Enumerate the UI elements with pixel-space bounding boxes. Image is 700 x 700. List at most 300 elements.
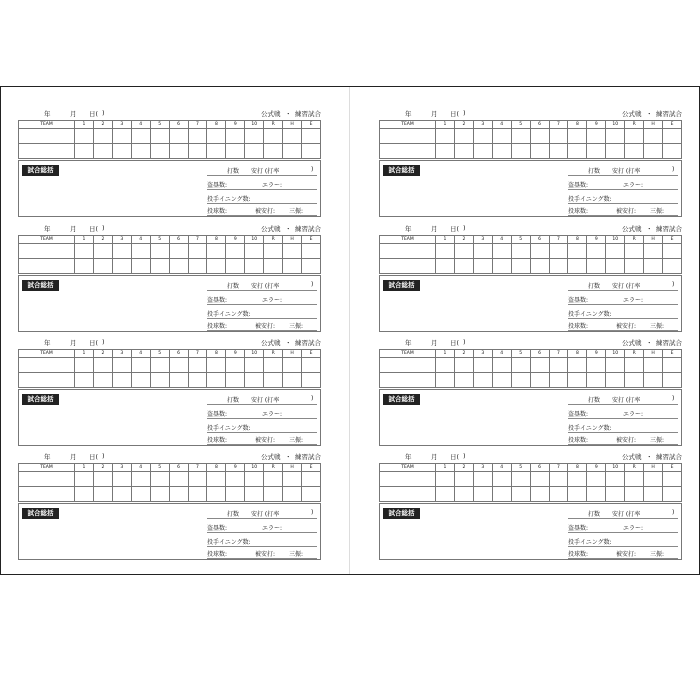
inning-header-cell: 10 [245,464,264,472]
score-cell[interactable] [663,129,682,144]
practice-game-label: 練習試合 [295,225,321,233]
score-cell[interactable] [283,244,302,259]
team-name-cell[interactable] [19,487,75,502]
score-cell[interactable] [454,144,473,159]
score-cell[interactable] [207,373,226,388]
pitcher-innings-row[interactable] [568,192,678,204]
score-cell[interactable] [131,144,150,159]
score-cell[interactable] [549,487,568,502]
score-cell[interactable] [568,244,587,259]
score-cell[interactable] [587,129,606,144]
batting-row[interactable] [568,279,678,291]
score-cell[interactable] [568,129,587,144]
score-cell[interactable] [264,259,283,274]
score-cell[interactable] [207,244,226,259]
score-cell[interactable] [625,144,644,159]
month-label: 月 [70,225,77,233]
pitcher-innings-row[interactable] [568,307,678,319]
score-cell[interactable] [245,373,264,388]
score-cell[interactable] [188,373,207,388]
score-cell[interactable] [436,259,455,274]
score-cell[interactable] [568,373,587,388]
team-name-cell[interactable] [19,358,75,373]
score-cell[interactable] [150,358,169,373]
hits-allowed-label: 被安打: [616,208,637,215]
score-cell[interactable] [454,487,473,502]
score-cell[interactable] [492,129,511,144]
pitching-row[interactable] [207,319,317,331]
score-cell[interactable] [207,144,226,159]
score-cell[interactable] [226,358,245,373]
score-cell[interactable] [549,244,568,259]
score-cell[interactable] [606,472,625,487]
score-cell[interactable] [436,472,455,487]
pitcher-innings-row[interactable] [207,421,317,433]
steals-errors-row[interactable] [207,293,317,305]
score-cell[interactable] [75,244,94,259]
pitching-row[interactable] [207,204,317,216]
score-cell[interactable] [587,144,606,159]
score-cell[interactable] [75,259,94,274]
score-cell[interactable] [283,487,302,502]
practice-game-label: 練習試合 [656,225,682,233]
steals-errors-row[interactable] [568,407,678,419]
score-cell[interactable] [188,244,207,259]
score-cell[interactable] [436,144,455,159]
batting-row[interactable] [207,393,317,405]
score-cell[interactable] [112,358,131,373]
score-cell[interactable] [606,244,625,259]
inning-header-cell: 10 [606,121,625,129]
score-cell[interactable] [625,487,644,502]
score-cell[interactable] [606,144,625,159]
inning-header-cell: 4 [492,121,511,129]
score-cell[interactable] [454,259,473,274]
score-cell[interactable] [302,487,321,502]
pitcher-innings-row[interactable] [207,535,317,547]
score-cell[interactable] [264,373,283,388]
score-cell[interactable] [75,129,94,144]
score-cell[interactable] [473,244,492,259]
score-cell[interactable] [302,358,321,373]
team-name-cell[interactable] [380,487,436,502]
score-cell[interactable] [530,244,549,259]
game-summary-box [18,389,321,446]
team-name-cell[interactable] [19,259,75,274]
score-cell[interactable] [131,487,150,502]
score-cell[interactable] [245,472,264,487]
score-cell[interactable] [207,358,226,373]
score-cell[interactable] [283,144,302,159]
batting-row[interactable] [207,279,317,291]
score-cell[interactable] [169,487,188,502]
score-cell[interactable] [492,244,511,259]
steals-errors-row[interactable] [207,178,317,190]
score-cell[interactable] [150,259,169,274]
score-cell[interactable] [606,358,625,373]
score-cell[interactable] [549,472,568,487]
score-cell[interactable] [264,144,283,159]
pitching-row[interactable] [568,319,678,331]
score-cell[interactable] [112,472,131,487]
inning-header-cell: 7 [549,350,568,358]
score-cell[interactable] [302,472,321,487]
score-cell[interactable] [644,259,663,274]
score-cell[interactable] [587,244,606,259]
score-cell[interactable] [644,472,663,487]
score-cell[interactable] [75,358,94,373]
score-cell[interactable] [226,244,245,259]
score-cell[interactable] [169,259,188,274]
inning-header-cell: 9 [587,464,606,472]
score-cell[interactable] [568,144,587,159]
team-name-cell[interactable] [380,244,436,259]
score-cell[interactable] [492,487,511,502]
pitcher-innings-row[interactable] [207,307,317,319]
month-label: 月 [431,110,438,118]
score-cell[interactable] [188,472,207,487]
score-cell[interactable] [530,472,549,487]
steals-errors-row[interactable] [207,521,317,533]
score-cell[interactable] [511,373,530,388]
score-cell[interactable] [492,259,511,274]
score-cell[interactable] [302,259,321,274]
score-cell[interactable] [112,144,131,159]
score-cell[interactable] [226,129,245,144]
score-cell[interactable] [93,244,112,259]
score-cell[interactable] [131,373,150,388]
score-cell[interactable] [454,129,473,144]
score-cell[interactable] [587,487,606,502]
at-bats-label: 打数 [227,283,240,290]
score-cell[interactable] [587,259,606,274]
score-cell[interactable] [492,144,511,159]
score-cell[interactable] [264,487,283,502]
score-cell[interactable] [150,129,169,144]
score-cell[interactable] [283,373,302,388]
score-cell[interactable] [663,259,682,274]
weekday-close: ) [102,109,105,117]
score-cell[interactable] [492,472,511,487]
score-cell[interactable] [606,487,625,502]
score-cell[interactable] [93,373,112,388]
score-cell[interactable] [511,244,530,259]
score-cell[interactable] [93,259,112,274]
score-cell[interactable] [112,129,131,144]
steals-errors-row[interactable] [568,521,678,533]
score-cell[interactable] [644,358,663,373]
score-cell[interactable] [663,358,682,373]
score-cell[interactable] [625,129,644,144]
team-name-cell[interactable] [19,129,75,144]
pitcher-innings-row[interactable] [568,535,678,547]
score-cell[interactable] [530,373,549,388]
score-cell[interactable] [283,129,302,144]
score-cell[interactable] [530,487,549,502]
score-cell[interactable] [169,373,188,388]
score-cell[interactable] [188,144,207,159]
score-cell[interactable] [150,487,169,502]
batting-row[interactable] [568,507,678,519]
pitching-row[interactable] [568,204,678,216]
score-cell[interactable] [549,259,568,274]
score-cell[interactable] [511,144,530,159]
team-header-cell: TEAM [380,121,436,129]
score-cell[interactable] [549,373,568,388]
score-cell[interactable] [625,259,644,274]
pitching-row[interactable] [568,547,678,559]
score-cell[interactable] [436,487,455,502]
score-cell[interactable] [131,129,150,144]
score-cell[interactable] [511,487,530,502]
pitcher-innings-label: 投手イニング数: [568,539,612,546]
score-cell[interactable] [625,373,644,388]
score-cell[interactable] [150,373,169,388]
score-cell[interactable] [644,144,663,159]
score-cell[interactable] [93,487,112,502]
score-cell[interactable] [606,259,625,274]
score-cell[interactable] [112,244,131,259]
team-header-cell: TEAM [19,464,75,472]
official-game-label: 公式戦 [261,339,281,347]
score-cell[interactable] [436,373,455,388]
team-name-cell[interactable] [19,144,75,159]
scorecard [379,108,682,216]
inning-header-cell: H [644,350,663,358]
at-bats-label: 打数 [588,283,601,290]
score-cell[interactable] [492,373,511,388]
separator-dot: ・ [646,453,653,461]
score-cell[interactable] [473,373,492,388]
score-cell[interactable] [644,373,663,388]
team-name-cell[interactable] [19,244,75,259]
score-cell[interactable] [112,259,131,274]
score-cell[interactable] [302,129,321,144]
score-cell[interactable] [454,358,473,373]
inning-header-cell: 8 [207,121,226,129]
score-cell[interactable] [207,259,226,274]
score-cell[interactable] [454,373,473,388]
score-cell[interactable] [169,472,188,487]
score-cell[interactable] [549,358,568,373]
score-cell[interactable] [188,358,207,373]
score-cell[interactable] [436,129,455,144]
score-cell[interactable] [131,472,150,487]
score-cell[interactable] [188,259,207,274]
score-cell[interactable] [587,472,606,487]
batting-row[interactable] [568,164,678,176]
score-cell[interactable] [625,472,644,487]
score-cell[interactable] [169,144,188,159]
score-cell[interactable] [93,144,112,159]
score-cell[interactable] [663,373,682,388]
score-cell[interactable] [283,259,302,274]
team-name-cell[interactable] [19,472,75,487]
day-label: 日( [89,339,99,347]
score-cell[interactable] [663,472,682,487]
score-cell[interactable] [530,259,549,274]
average-close-paren: ) [311,395,314,402]
score-cell[interactable] [188,129,207,144]
score-cell[interactable] [226,487,245,502]
weekday-close: ) [463,338,466,346]
errors-label: エラー: [262,411,283,418]
score-cell[interactable] [169,129,188,144]
score-cell[interactable] [245,244,264,259]
score-cell[interactable] [283,358,302,373]
score-cell[interactable] [625,358,644,373]
team-header-cell: TEAM [19,236,75,244]
score-cell[interactable] [112,487,131,502]
score-cell[interactable] [226,472,245,487]
score-cell[interactable] [226,144,245,159]
steals-errors-row[interactable] [568,293,678,305]
pitcher-innings-row[interactable] [207,192,317,204]
pitching-row[interactable] [568,433,678,445]
score-cell[interactable] [264,358,283,373]
score-cell[interactable] [606,129,625,144]
score-cell[interactable] [302,244,321,259]
score-cell[interactable] [207,487,226,502]
score-cell[interactable] [75,487,94,502]
inning-header-cell: 8 [568,121,587,129]
score-cell[interactable] [207,129,226,144]
score-cell[interactable] [511,129,530,144]
year-label: 年 [44,339,51,347]
pitching-row[interactable] [207,433,317,445]
score-cell[interactable] [568,487,587,502]
team-name-cell[interactable] [19,373,75,388]
score-cell[interactable] [568,259,587,274]
score-cell[interactable] [245,358,264,373]
batting-row[interactable] [207,507,317,519]
inning-header-cell: R [625,350,644,358]
score-cell[interactable] [226,259,245,274]
score-cell[interactable] [131,244,150,259]
score-cell[interactable] [93,129,112,144]
score-cell[interactable] [587,373,606,388]
pitching-row[interactable] [207,547,317,559]
score-cell[interactable] [283,472,302,487]
pitcher-innings-label: 投手イニング数: [207,311,251,318]
score-cell[interactable] [169,358,188,373]
score-cell[interactable] [264,244,283,259]
score-cell[interactable] [663,144,682,159]
table-row [380,259,682,274]
steals-errors-row[interactable] [207,407,317,419]
score-cell[interactable] [473,144,492,159]
score-cell[interactable] [302,144,321,159]
score-cell[interactable] [75,472,94,487]
errors-label: エラー: [262,525,283,532]
separator-dot: ・ [646,225,653,233]
score-cell[interactable] [625,244,644,259]
pitcher-innings-row[interactable] [568,421,678,433]
score-cell[interactable] [473,358,492,373]
score-cell[interactable] [473,129,492,144]
score-cell[interactable] [606,373,625,388]
hits-average-label: 安打 (打率 [612,511,641,518]
score-cell[interactable] [302,373,321,388]
score-cell[interactable] [644,487,663,502]
score-cell[interactable] [436,244,455,259]
inning-header-cell: 7 [549,121,568,129]
score-cell[interactable] [454,244,473,259]
score-cell[interactable] [568,358,587,373]
score-cell[interactable] [169,244,188,259]
score-cell[interactable] [131,358,150,373]
score-cell[interactable] [207,472,226,487]
table-row [19,472,321,487]
score-cell[interactable] [587,358,606,373]
score-cell[interactable] [150,472,169,487]
score-cell[interactable] [226,373,245,388]
score-cell[interactable] [511,472,530,487]
score-cell[interactable] [75,373,94,388]
team-name-cell[interactable] [380,144,436,159]
team-name-cell[interactable] [380,259,436,274]
score-cell[interactable] [245,144,264,159]
score-cell[interactable] [264,129,283,144]
score-cell[interactable] [112,373,131,388]
score-cell[interactable] [150,244,169,259]
batting-row[interactable] [207,164,317,176]
team-name-cell[interactable] [380,472,436,487]
score-cell[interactable] [644,244,663,259]
score-cell[interactable] [549,129,568,144]
score-cell[interactable] [530,129,549,144]
inning-header-cell: 6 [530,121,549,129]
score-cell[interactable] [245,487,264,502]
score-cell[interactable] [93,472,112,487]
pitches-label: 投球数: [568,437,589,444]
score-cell[interactable] [530,144,549,159]
team-name-cell[interactable] [380,129,436,144]
score-cell[interactable] [75,144,94,159]
score-cell[interactable] [473,472,492,487]
score-cell[interactable] [454,472,473,487]
score-cell[interactable] [663,244,682,259]
score-cell[interactable] [131,259,150,274]
score-cell[interactable] [436,358,455,373]
score-cell[interactable] [473,259,492,274]
score-cell[interactable] [511,259,530,274]
score-cell[interactable] [245,129,264,144]
official-game-label: 公式戦 [261,225,281,233]
score-cell[interactable] [245,259,264,274]
weekday-close: ) [102,452,105,460]
score-cell[interactable] [188,487,207,502]
steals-errors-row[interactable] [568,178,678,190]
team-name-cell[interactable] [380,358,436,373]
score-cell[interactable] [511,358,530,373]
score-cell[interactable] [568,472,587,487]
score-cell[interactable] [644,129,663,144]
table-row [19,244,321,259]
score-cell[interactable] [492,358,511,373]
score-cell[interactable] [150,144,169,159]
score-cell[interactable] [264,472,283,487]
score-cell[interactable] [549,144,568,159]
team-name-cell[interactable] [380,373,436,388]
score-cell[interactable] [473,487,492,502]
batting-row[interactable] [568,393,678,405]
table-header-row [380,236,682,244]
score-cell[interactable] [530,358,549,373]
score-cell[interactable] [663,487,682,502]
steals-label: 盗塁数: [207,525,228,532]
score-cell[interactable] [93,358,112,373]
